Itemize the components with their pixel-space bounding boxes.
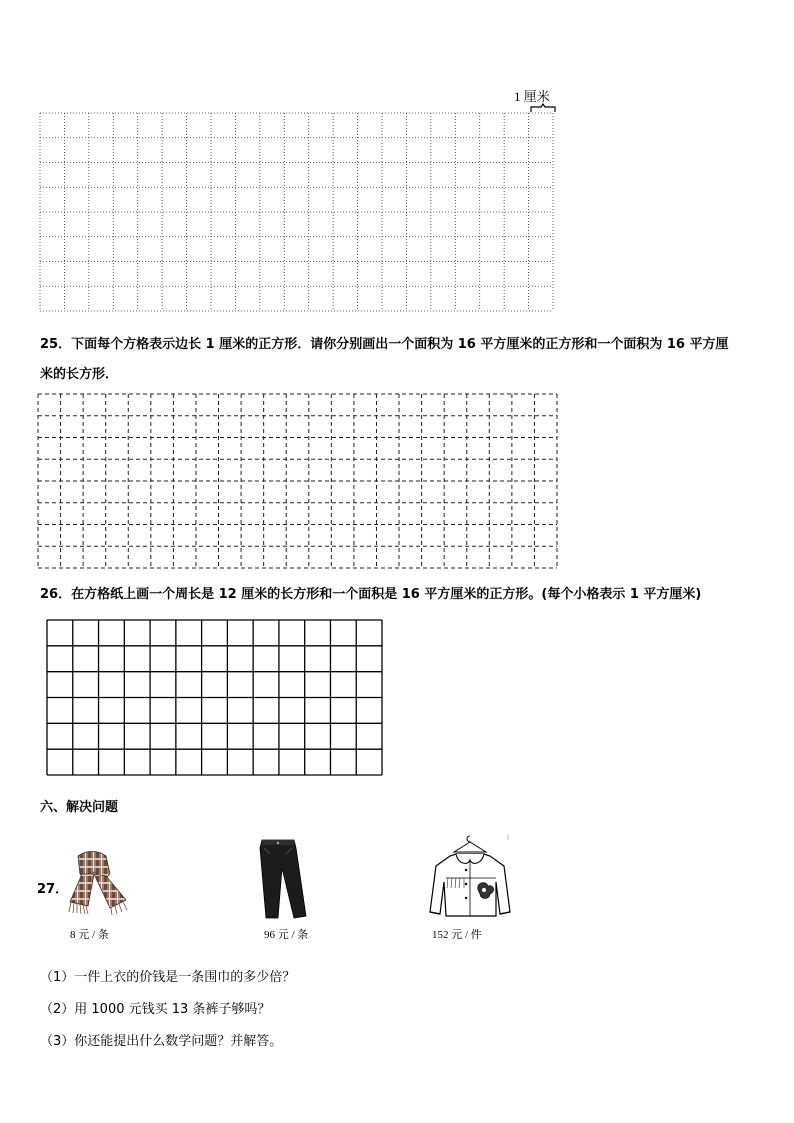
jacket-price: 152 元 / 件 bbox=[432, 929, 482, 941]
question-26-text: 26．在方格纸上画一个周长是 12 厘米的长方形和一个面积是 16 平方厘米的正方形。(每个小格表示 1 平方厘米) bbox=[40, 587, 702, 602]
scarf-icon bbox=[64, 850, 130, 916]
pants-icon bbox=[254, 838, 310, 922]
sub-question-1: （1）一件上衣的价钱是一条围巾的多少倍？ bbox=[40, 970, 296, 985]
question-27-number: 27． bbox=[37, 882, 69, 897]
scarf-price: 8 元 / 条 bbox=[70, 929, 109, 941]
question-25-line-1: 25．下面每个方格表示边长 1 厘米的正方形．请你分别画出一个面积为 16 平方厘米的正方形和一个面积为 16 平方厘 bbox=[40, 337, 729, 352]
jacket-icon bbox=[424, 832, 516, 922]
dotted-grid bbox=[39, 112, 555, 314]
pants-price: 96 元 / 条 bbox=[264, 929, 309, 941]
dashed-grid bbox=[37, 393, 559, 571]
unit-label: 1 厘米 bbox=[514, 89, 550, 104]
question-25-line-2: 米的长方形． bbox=[40, 367, 119, 382]
solid-grid bbox=[46, 619, 385, 778]
sub-question-3: （3）你还能提出什么数学问题？并解答。 bbox=[40, 1034, 283, 1049]
section-heading: 六、解决问题 bbox=[40, 800, 119, 815]
sub-question-2: （2）用 1000 元钱买 13 条裤子够吗？ bbox=[40, 1002, 271, 1017]
